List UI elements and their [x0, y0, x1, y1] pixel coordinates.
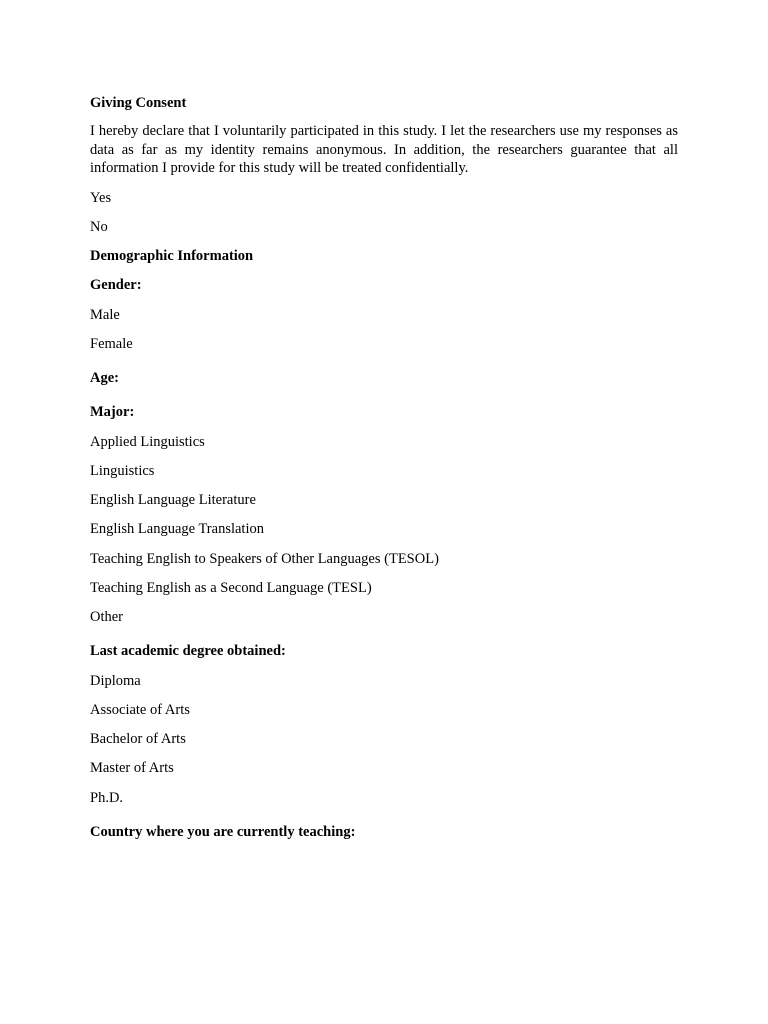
major-option-linguistics: Linguistics [90, 463, 155, 479]
demographics-heading: Demographic Information [90, 248, 254, 264]
degree-option-associate: Associate of Arts [90, 702, 190, 718]
major-option-english-translation: English Language Translation [90, 521, 264, 537]
gender-label: Gender: [90, 277, 142, 293]
age-label: Age: [90, 370, 119, 386]
major-option-applied-linguistics: Applied Linguistics [90, 434, 205, 450]
gender-option-male: Male [90, 307, 120, 323]
consent-option-yes: Yes [90, 190, 112, 206]
major-option-tesl: Teaching English as a Second Language (TESL) [90, 580, 372, 596]
degree-option-diploma: Diploma [90, 673, 141, 689]
consent-statement: I hereby declare that I voluntarily participated in this study. I let the researchers use my responses as data as far as my identity remains anonymous. In addition, the researchers guarantee that all information I provide for this study will be treated confidentially. [90, 123, 678, 176]
degree-option-phd: Ph.D. [90, 790, 124, 806]
major-option-tesol: Teaching English to Speakers of Other Languages (TESOL) [90, 551, 439, 567]
document-page [90, 0, 678, 1024]
country-label: Country where you are currently teaching: [90, 824, 356, 840]
major-option-english-literature: English Language Literature [90, 492, 256, 508]
degree-label: Last academic degree obtained: [90, 643, 286, 659]
major-option-other: Other [90, 609, 124, 625]
consent-option-no: No [90, 219, 108, 235]
degree-option-master: Master of Arts [90, 760, 174, 776]
gender-option-female: Female [90, 336, 133, 352]
degree-option-bachelor: Bachelor of Arts [90, 731, 186, 747]
consent-heading: Giving Consent [90, 95, 187, 111]
major-label: Major: [90, 404, 135, 420]
